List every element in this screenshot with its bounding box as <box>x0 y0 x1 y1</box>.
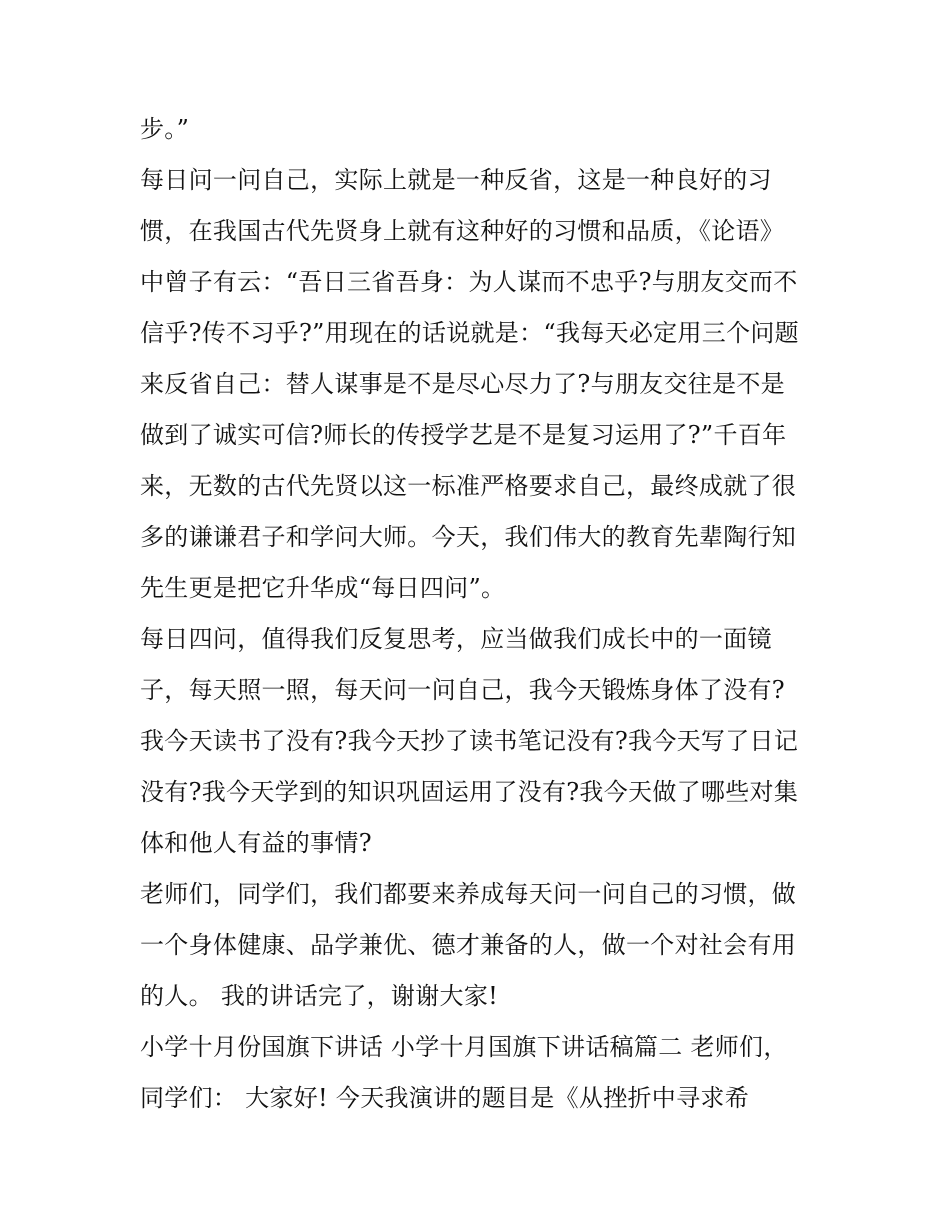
text-line: 一个身体健康、品学兼优、德才兼备的人，做一个对社会有用 <box>140 931 797 959</box>
text-line: 多的谦谦君子和学问大师。今天，我们伟大的教育先辈陶行知 <box>140 523 797 551</box>
text-line: 老师们，同学们，我们都要来养成每天问一问自己的习惯，做 <box>140 880 797 908</box>
text-line: 我今天读书了没有?我今天抄了读书笔记没有?我今天写了日记 <box>140 727 799 755</box>
text-line: 先生更是把它升华成“每日四问”。 <box>140 574 506 602</box>
text-line: 每日四问，值得我们反复思考，应当做我们成长中的一面镜 <box>140 625 772 653</box>
text-line: 步。” <box>140 115 190 143</box>
text-line: 子，每天照一照，每天问一问自己，我今天锻炼身体了没有? <box>140 676 785 704</box>
text-line: 的人。 我的讲话完了，谢谢大家! <box>140 982 499 1010</box>
document-body <box>140 104 820 1124</box>
text-line: 惯，在我国古代先贤身上就有这种好的习惯和品质，《论语》 <box>140 217 785 245</box>
text-line: 小学十月份国旗下讲话 小学十月国旗下讲话稿篇二 老师们， <box>140 1033 788 1061</box>
text-line: 同学们： 大家好! 今天我演讲的题目是《从挫折中寻求希 <box>140 1084 750 1112</box>
text-line: 没有?我今天学到的知识巩固运用了没有?我今天做了哪些对集 <box>140 778 799 806</box>
text-line: 信乎?传不习乎?”用现在的话说就是：“我每天必定用三个问题 <box>140 319 799 347</box>
text-line: 来反省自己：替人谋事是不是尽心尽力了?与朋友交往是不是 <box>140 370 785 398</box>
text-line: 来，无数的古代先贤以这一标准严格要求自己，最终成就了很 <box>140 472 797 500</box>
text-line: 中曾子有云：“吾日三省吾身：为人谋而不忠乎?与朋友交而不 <box>140 268 798 296</box>
text-line: 体和他人有益的事情? <box>140 829 372 857</box>
text-line: 做到了诚实可信?师长的传授学艺是不是复习运用了?”千百年 <box>140 421 787 449</box>
text-line: 每日问一问自己，实际上就是一种反省，这是一种良好的习 <box>140 166 772 194</box>
